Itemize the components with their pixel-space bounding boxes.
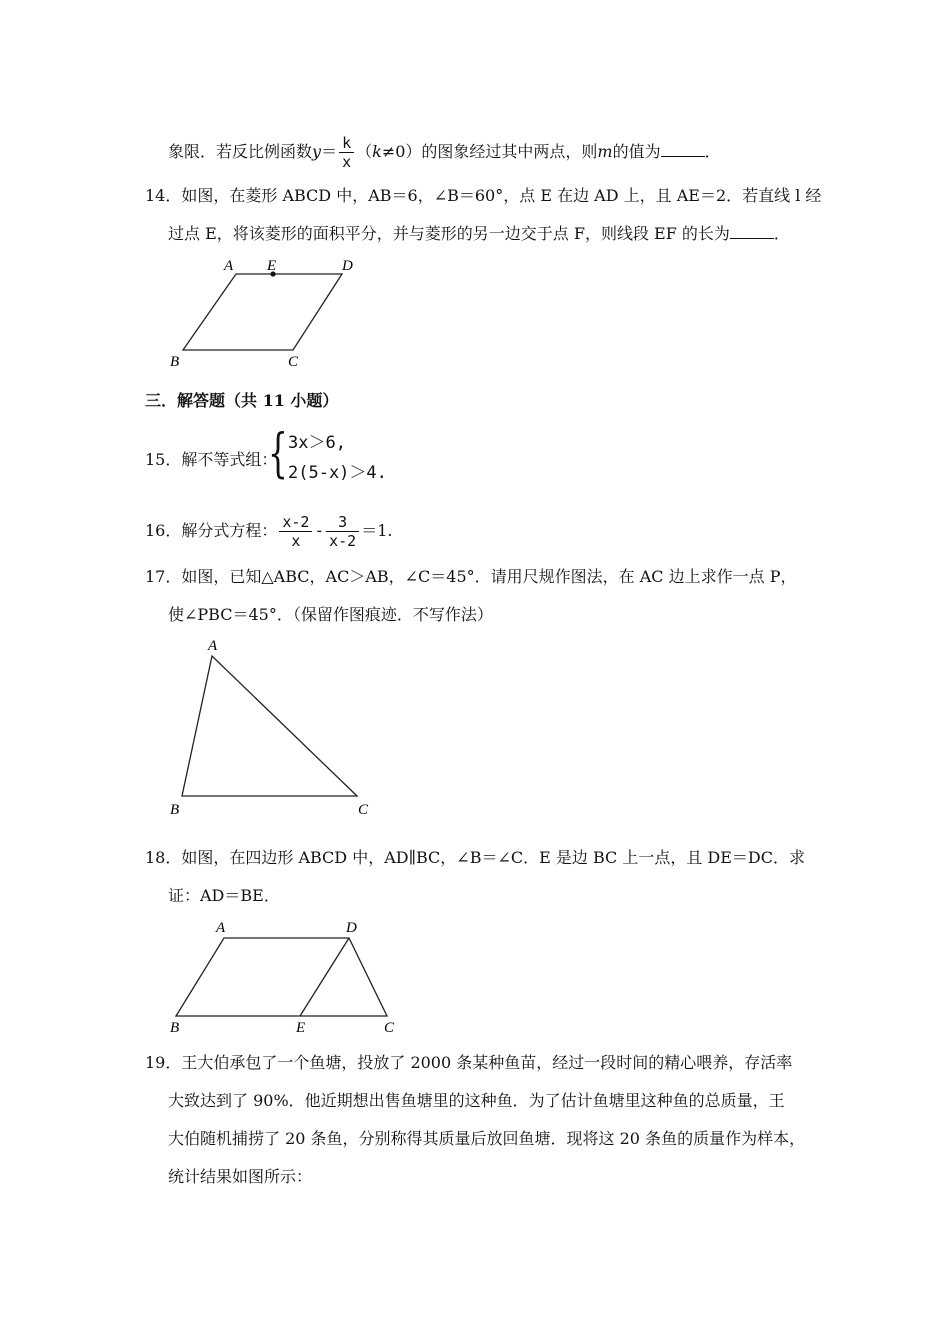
q19-line2: 大致达到了 90%．他近期想出售鱼塘里的这种鱼．为了估计鱼塘里这种鱼的总质量，王 bbox=[168, 1091, 785, 1110]
section-heading: 三．解答题（共 11 小题） bbox=[145, 391, 339, 410]
q19-line1: 19．王大伯承包了一个鱼塘，投放了 2000 条某种鱼苗，经过一段时间的精心喂养，存活率 bbox=[145, 1053, 793, 1072]
q16-f1-den: x bbox=[291, 532, 301, 550]
q15-brace-icon: { bbox=[268, 424, 288, 484]
q19-line4: 统计结果如图所示： bbox=[168, 1167, 313, 1186]
q13-m: m bbox=[597, 142, 613, 161]
q16-f2-num: 3 bbox=[326, 513, 359, 532]
q13-cond-rest: ≠0）的图象经过其中两点，则 bbox=[381, 142, 598, 161]
q18-quadrilateral-figure bbox=[160, 914, 410, 1039]
q14-label-d: D bbox=[342, 258, 353, 274]
q15-row1: 3x＞6, bbox=[288, 433, 346, 453]
q13-frac-num: k bbox=[339, 134, 354, 153]
q13-k: k bbox=[372, 142, 382, 161]
q17-triangle-shape bbox=[182, 656, 357, 796]
q16-f1-num: x-2 bbox=[279, 513, 312, 532]
q14-line2-text: 过点 E，将该菱形的面积平分，并与菱形的另一边交于点 F，则线段 EF 的长为 bbox=[168, 224, 730, 243]
q13-tail bbox=[168, 134, 721, 171]
q14-answer-blank bbox=[730, 224, 774, 239]
q13-text-pre: 象限．若反比例函数 bbox=[168, 142, 313, 161]
q16-line bbox=[145, 512, 392, 550]
q17-label-b: B bbox=[170, 802, 180, 818]
q14-label-c: C bbox=[288, 354, 299, 370]
q18-label-e: E bbox=[296, 1020, 306, 1036]
q16-f2-den: x-2 bbox=[329, 532, 357, 550]
q13-end: ． bbox=[704, 142, 721, 161]
q14-label-e: E bbox=[267, 258, 277, 274]
q17-line1: 17．如图，已知△ABC，AC＞AB，∠C＝45°．请用尺规作图法，在 AC 边上求作一点 P， bbox=[145, 567, 797, 586]
q16-fraction-2 bbox=[326, 513, 359, 550]
q13-cond-open: （ bbox=[356, 142, 373, 161]
q14-line2-end: ． bbox=[773, 224, 790, 243]
q15-text: 15．解不等式组： bbox=[145, 450, 278, 469]
q18-label-d: D bbox=[346, 920, 357, 936]
q16-minus: - bbox=[314, 521, 325, 540]
q18-segment-de bbox=[300, 938, 349, 1016]
q13-fraction bbox=[339, 134, 354, 171]
q15-row2: 2(5-x)＞4. bbox=[288, 463, 387, 483]
q13-answer-blank bbox=[661, 142, 705, 157]
q17-label-a: A bbox=[208, 638, 218, 654]
q18-label-a: A bbox=[216, 920, 226, 936]
q18-trapezoid-shape bbox=[176, 938, 387, 1016]
q14-label-b: B bbox=[170, 354, 180, 370]
q16-fraction-1 bbox=[279, 513, 312, 550]
q14-label-a: A bbox=[224, 258, 234, 274]
q14-line1: 14．如图，在菱形 ABCD 中，AB＝6，∠B＝60°，点 E 在边 AD 上，且 AE＝2．若直线 l 经 bbox=[145, 186, 822, 205]
q13-y: y bbox=[312, 142, 322, 161]
q16-rhs: ＝1. bbox=[361, 521, 393, 540]
q18-label-b: B bbox=[170, 1020, 180, 1036]
q18-label-c: C bbox=[384, 1020, 395, 1036]
q13-frac-den: x bbox=[342, 153, 352, 171]
q18-line2: 证：AD＝BE． bbox=[168, 886, 280, 905]
q17-label-c: C bbox=[358, 802, 369, 818]
q17-triangle-figure bbox=[160, 632, 390, 822]
q18-line1: 18．如图，在四边形 ABCD 中，AD∥BC，∠B＝∠C．E 是边 BC 上一点，且 DE＝DC．求 bbox=[145, 848, 805, 867]
q13-post: 的值为 bbox=[612, 142, 661, 161]
q19-line3: 大伯随机捕捞了 20 条鱼，分别称得其质量后放回鱼塘．现将这 20 条鱼的质量作为样本， bbox=[168, 1129, 806, 1148]
q17-line2: 使∠PBC＝45°．（保留作图痕迹．不写作法） bbox=[168, 605, 493, 624]
q14-rhombus-shape bbox=[183, 274, 342, 350]
q13-eq: ＝ bbox=[321, 142, 338, 161]
q14-line2 bbox=[168, 223, 790, 245]
q14-rhombus-figure bbox=[160, 252, 380, 374]
q16-text: 16．解分式方程： bbox=[145, 521, 278, 540]
